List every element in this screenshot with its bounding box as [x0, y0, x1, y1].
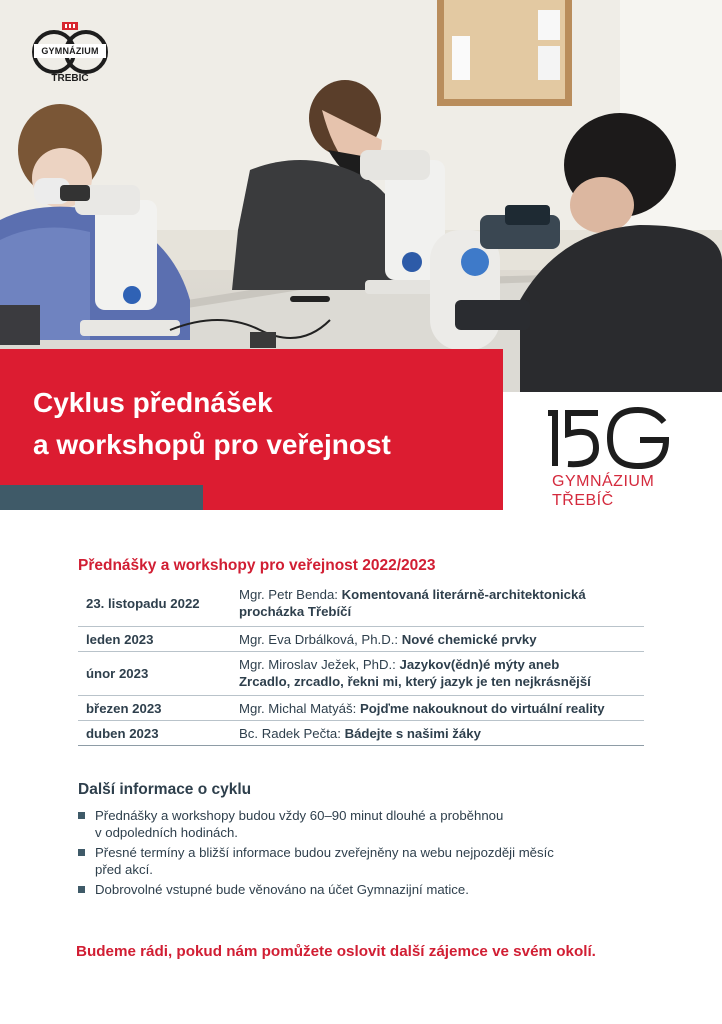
info-item-text-cont: v odpoledních hodinách. [95, 825, 238, 840]
schedule-speaker: Mgr. Michal Matyáš: [239, 700, 357, 716]
school-logo-name: GYMNÁZIUM [41, 46, 99, 56]
schedule-entry [238, 580, 644, 626]
schedule-entry [238, 695, 644, 720]
schedule-date: leden 2023 [78, 626, 238, 651]
closing-message: Budeme rádi, pokud nám pomůžete oslovit další zájemce ve svém okolí. [76, 943, 596, 960]
anniversary-150-mark [548, 400, 678, 470]
schedule-topic: Nové chemické prvky [401, 631, 537, 647]
banner-title [33, 382, 391, 466]
schedule-row [78, 720, 644, 745]
banner-title-line2: a workshopů pro veřejnost [33, 429, 391, 460]
schedule-speaker: Mgr. Petr Benda: [239, 587, 338, 602]
schedule-title: Přednášky a workshopy pro veřejnost 2022/2023 [78, 557, 436, 574]
schedule-speaker: Mgr. Miroslav Ježek, PhD.: [239, 656, 396, 672]
anniversary-logo [548, 400, 678, 520]
schedule-row [78, 580, 644, 626]
schedule-topic: Bádejte s našimi žáky [344, 725, 481, 741]
schedule-date: březen 2023 [78, 695, 238, 720]
schedule-entry [238, 720, 644, 745]
info-item-text-cont: před akcí. [95, 862, 153, 877]
schedule-topic: Jazykov(ědn)é mýty aneb [399, 656, 560, 672]
schedule-topic-cont: procházka Třebíčí [239, 604, 352, 619]
schedule-entry [238, 651, 644, 695]
schedule-topic-cont: Zrcadlo, zrcadlo, řekni mi, který jazyk je ten nejkrásnější [239, 673, 591, 689]
schedule-speaker: Mgr. Eva Drbálková, Ph.D.: [239, 631, 399, 647]
info-item-text: Přednášky a workshopy budou vždy 60–90 minut dlouhé a proběhnou [95, 808, 504, 823]
info-list [78, 807, 638, 898]
schedule-row [78, 626, 644, 651]
info-item [78, 881, 638, 898]
square-bullet-icon [78, 886, 85, 893]
school-logo [24, 22, 116, 88]
square-bullet-icon [78, 812, 85, 819]
info-item [78, 807, 638, 841]
square-bullet-icon [78, 849, 85, 856]
anniversary-logo-name: GYMNÁZIUM [552, 473, 655, 490]
accent-strip [0, 485, 203, 510]
schedule-row [78, 695, 644, 720]
schedule-speaker: Bc. Radek Pečta: [239, 725, 341, 741]
schedule-date: duben 2023 [78, 720, 238, 745]
schedule-row [78, 651, 644, 695]
schedule-topic: Komentovaná literárně-architektonická [341, 587, 586, 602]
banner-title-line1: Cyklus přednášek [33, 387, 273, 418]
schedule-topic: Pojďme nakouknout do virtuální reality [359, 700, 605, 716]
info-item-text: Dobrovolné vstupné bude věnováno na účet Gymnazijní matice. [95, 882, 469, 897]
schedule-date: 23. listopadu 2022 [78, 580, 238, 626]
info-item-text: Přesné termíny a bližší informace budou zveřejněny na webu nejpozději měsíc [95, 845, 554, 860]
schedule-table [78, 580, 644, 746]
schedule-date: únor 2023 [78, 651, 238, 695]
schedule-entry [238, 626, 644, 651]
anniversary-logo-city: TŘEBÍČ [552, 492, 614, 509]
info-item [78, 844, 638, 878]
school-logo-city: TŘEBÍČ [51, 73, 89, 84]
info-title: Další informace o cyklu [78, 781, 252, 798]
